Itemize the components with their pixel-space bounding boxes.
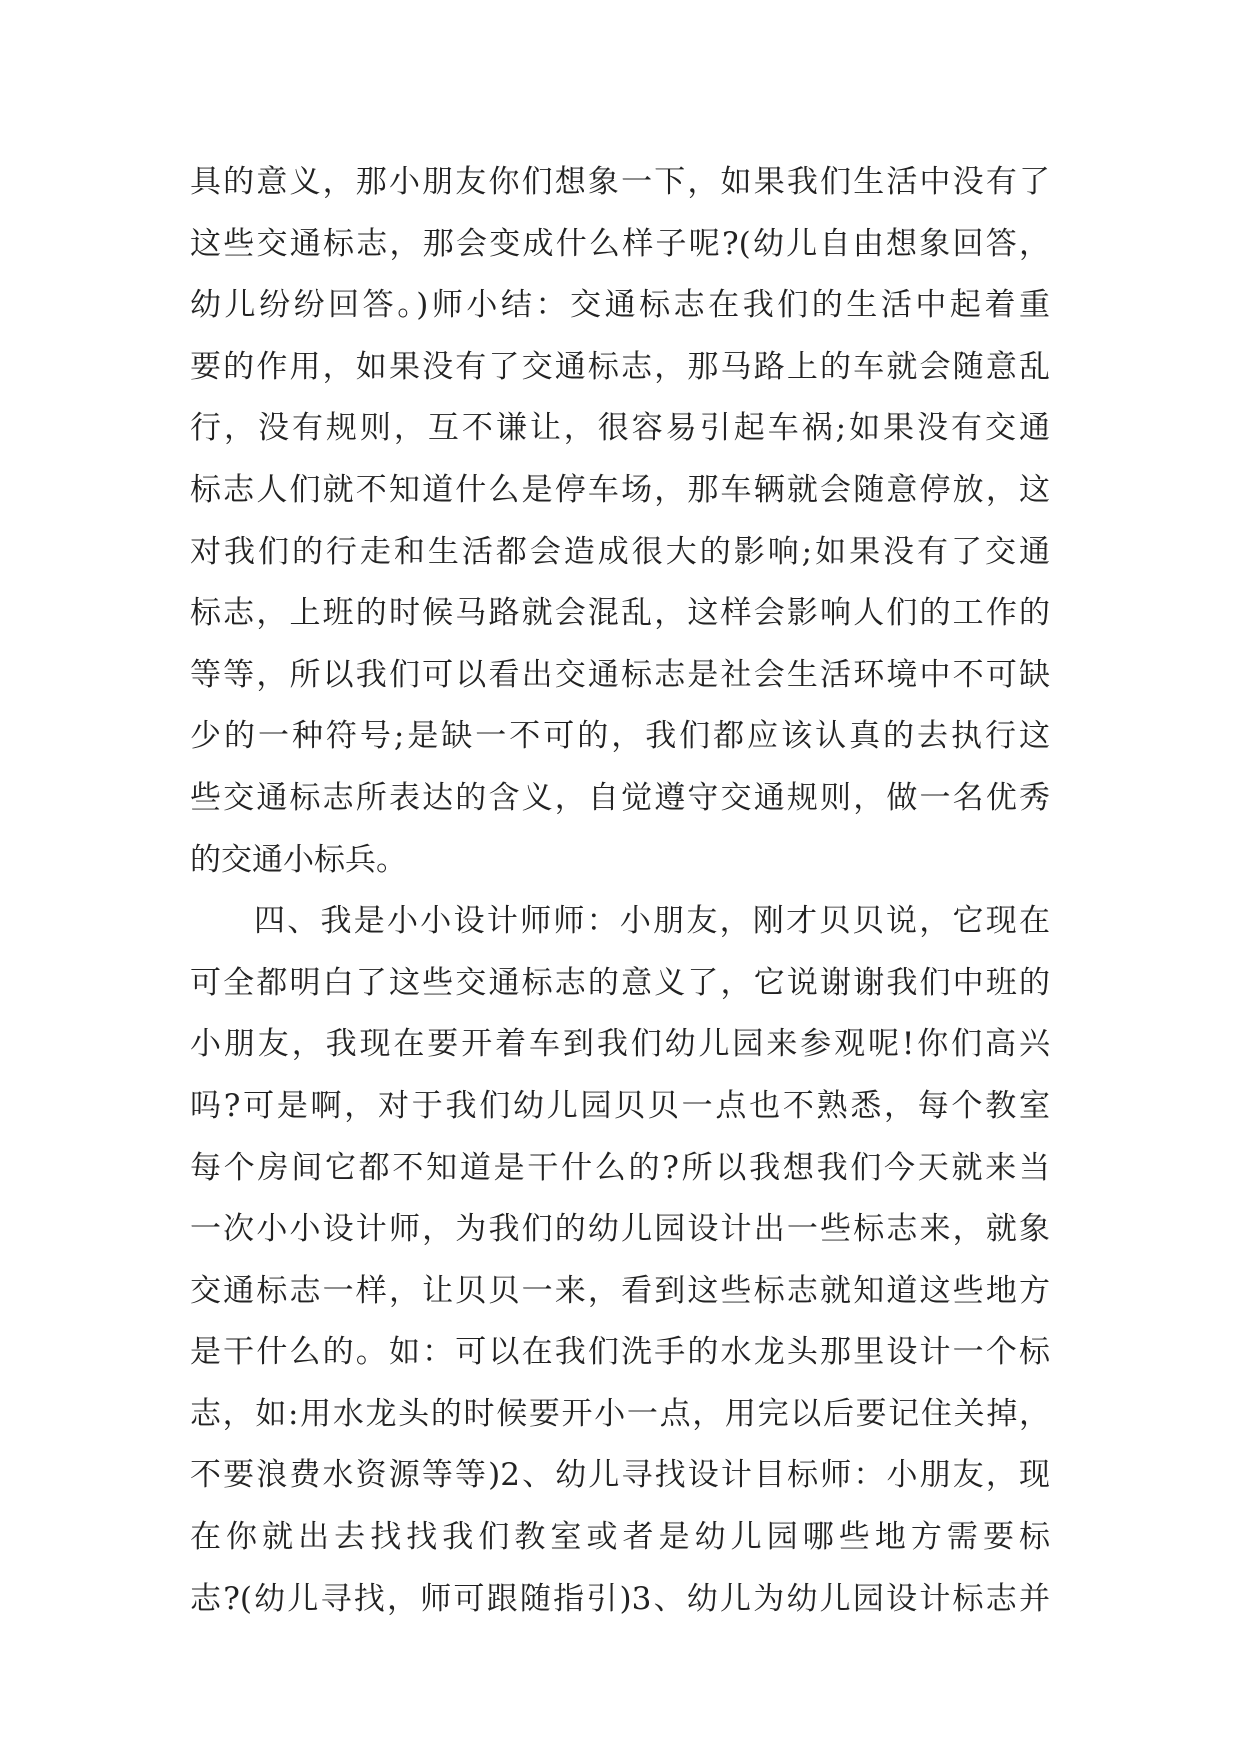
text-line: 标志，上班的时候马路就会混乱，这样会影响人们的工作的 <box>190 595 1050 632</box>
text-line: 交通标志一样，让贝贝一来，看到这些标志就知道这些地方 <box>190 1272 1050 1309</box>
text-line: 些交通标志所表达的含义，自觉遵守交通规则，做一名优秀 <box>190 779 1050 816</box>
document-page <box>190 152 1050 1630</box>
text-line: 这些交通标志，那会变成什么样子呢?(幼儿自由想象回答， <box>190 225 1050 262</box>
text-line: 行，没有规则，互不谦让，很容易引起车祸;如果没有交通 <box>190 410 1050 447</box>
text-line: 四、我是小小设计师师：小朋友，刚才贝贝说，它现在 <box>254 903 1050 940</box>
text-line: 等等，所以我们可以看出交通标志是社会生活环境中不可缺 <box>190 656 1050 693</box>
text-line: 一次小小设计师，为我们的幼儿园设计出一些标志来，就象 <box>190 1211 1050 1248</box>
text-line: 是干什么的。如：可以在我们洗手的水龙头那里设计一个标 <box>190 1334 1050 1371</box>
text-line: 在你就出去找找我们教室或者是幼儿园哪些地方需要标 <box>190 1519 1050 1556</box>
paragraph-traffic-signs-summary <box>190 152 1050 891</box>
text-line: 吗?可是啊，对于我们幼儿园贝贝一点也不熟悉，每个教室 <box>190 1087 1050 1124</box>
text-line: 具的意义，那小朋友你们想象一下，如果我们生活中没有了 <box>190 164 1050 200</box>
paragraph-little-designer <box>190 891 1050 1630</box>
text-line: 每个房间它都不知道是干什么的?所以我想我们今天就来当 <box>190 1149 1050 1186</box>
text-line: 标志人们就不知道什么是停车场，那车辆就会随意停放，这 <box>190 471 1050 508</box>
text-line: 对我们的行走和生活都会造成很大的影响;如果没有了交通 <box>190 533 1050 570</box>
text-line: 志?(幼儿寻找，师可跟随指引)3、幼儿为幼儿园设计标志并 <box>190 1580 1050 1617</box>
text-line: 不要浪费水资源等等)2、幼儿寻找设计目标师：小朋友，现 <box>190 1457 1050 1494</box>
text-line: 要的作用，如果没有了交通标志，那马路上的车就会随意乱 <box>190 348 1050 385</box>
text-line: 幼儿纷纷回答。)师小结：交通标志在我们的生活中起着重 <box>190 287 1050 324</box>
text-line: 可全都明白了这些交通标志的意义了，它说谢谢我们中班的 <box>190 964 1050 1001</box>
text-line: 的交通小标兵。 <box>190 841 407 878</box>
text-line: 少的一种符号;是缺一不可的，我们都应该认真的去执行这 <box>190 718 1050 755</box>
text-line: 小朋友，我现在要开着车到我们幼儿园来参观呢!你们高兴 <box>190 1026 1050 1063</box>
text-line: 志，如:用水龙头的时候要开小一点，用完以后要记住关掉， <box>190 1395 1050 1432</box>
